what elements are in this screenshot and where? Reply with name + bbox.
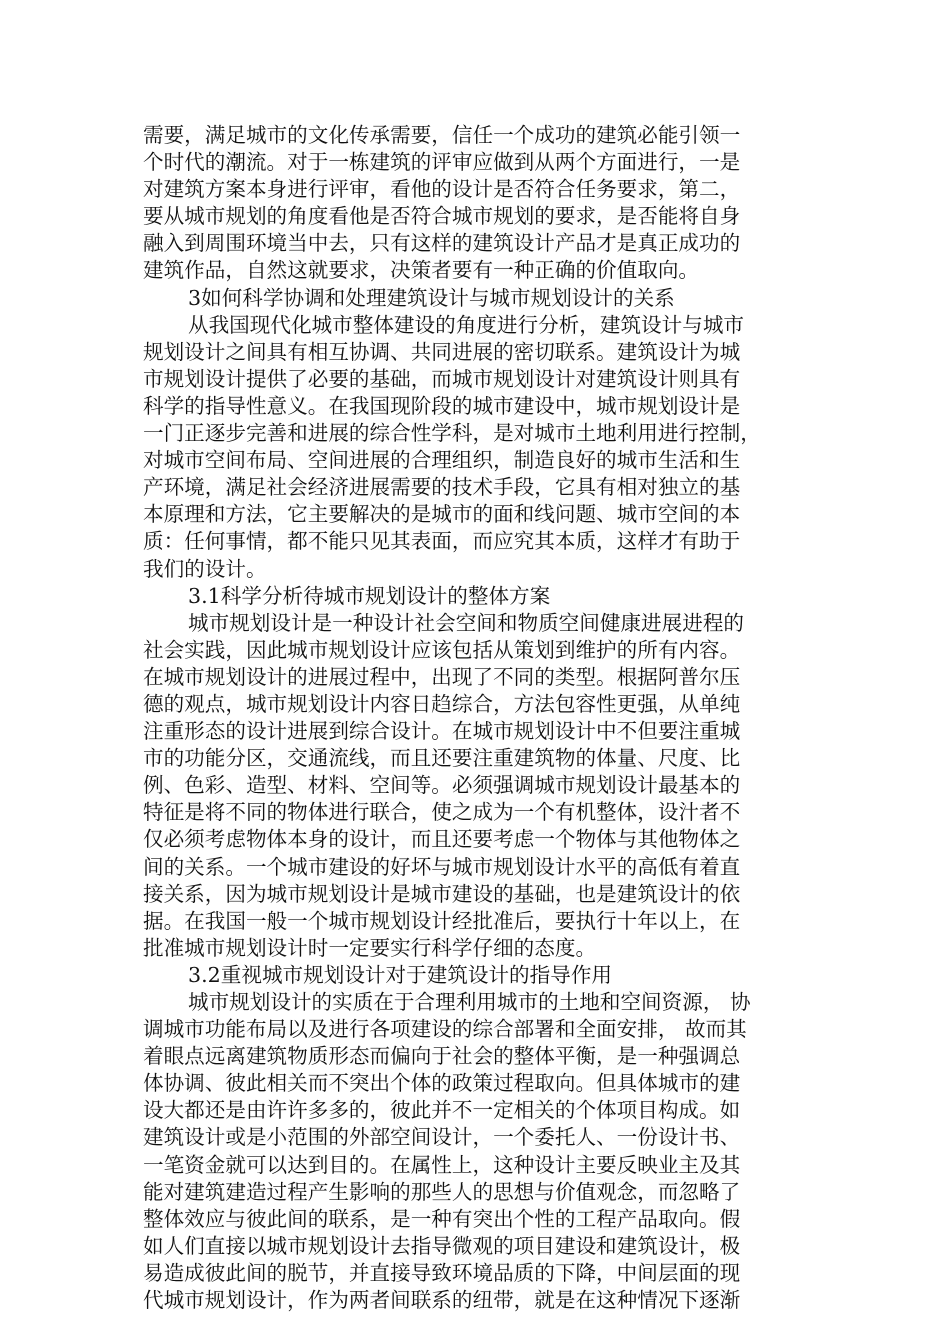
text-line: 建筑设计或是小范围的外部空间设计，一个委托人、一份设计书、 (143, 1125, 741, 1150)
text-line: 需要，满足城市的文化传承需要，信任一个成功的建筑必能引领一 (143, 123, 741, 147)
paragraph-first-line: 城市规划设计是一种设计社会空间和物质空间健康进展进程的 (188, 610, 745, 635)
text-line: 一门正逐步完善和进展的综合性学科，是对城市土地利用进行控制， (143, 421, 761, 446)
text-line: 要从城市规划的角度看他是否符合城市规划的要求，是否能将自身 (143, 204, 741, 229)
text-line: 融入到周围环境当中去，只有这样的建筑设计产品才是真正成功的 (143, 231, 741, 256)
text-line: 对城市空间布局、空间进展的合理组织，制造良好的城市生活和生 (143, 448, 741, 473)
text-line: 个时代的潮流。对于一栋建筑的评审应做到从两个方面进行，一是 (143, 150, 741, 175)
text-line: 特征是将不同的物体进行联合，使之成为一个有机整体，设汁者不 (143, 800, 741, 825)
text-line: 市规划设计提供了必要的基础，而城市规划设计对建筑设计则具有 (143, 366, 741, 391)
text-line: 整体效应与彼此间的联系，是一种有突出个性的工程产品取向。假 (143, 1206, 741, 1231)
text-line: 对建筑方案本身进行评审，看他的设计是否符合任务要求，第二， (143, 177, 741, 202)
text-line: 例、色彩、造型、材料、空间等。必须强调城市规划设计最基本的 (143, 773, 741, 798)
document-body-text (143, 122, 797, 1314)
text-line: 本原理和方法，它主要解决的是城市的面和线问题、城市空间的本 (143, 502, 741, 527)
text-line: 我们的设计。 (143, 556, 267, 581)
paragraph-first-line: 3.2重视城市规划设计对于建筑设计的指导作用 (188, 962, 613, 987)
text-line: 市的功能分区，交通流线，而且还要注重建筑物的体量、尺度、比 (143, 746, 741, 771)
text-line: 设大都还是由许许多多的，彼此并不一定相关的个体项目构成。如 (143, 1098, 741, 1123)
text-line: 体协调、彼此相关而不突出个体的政策过程取向。但具体城市的建 (143, 1071, 741, 1096)
text-line: 社会实践，因此城市规划设计应该包括从策划到维护的所有内容。 (143, 637, 741, 662)
text-line: 接关系，因为城市规划设计是城市建设的基础，也是建筑设计的依 (143, 881, 741, 906)
text-line: 规划设计之间具有相互协调、共同进展的密切联系。建筑设计为城 (143, 339, 741, 364)
text-line: 如人们直接以城市规划设计去指导微观的项目建设和建筑设计，极 (143, 1233, 741, 1258)
text-line: 质：任何事情，都不能只见其表面，而应究其本质，这样才有助于 (143, 529, 741, 554)
text-line: 仅必须考虑物体本身的设计，而且还要考虑一个物体与其他物体之 (143, 827, 741, 852)
text-line: 据。在我国一般一个城市规划设计经批准后，要执行十年以上，在 (143, 908, 741, 933)
paragraph-first-line: 3.1科学分析待城市规划设计的整体方案 (188, 583, 551, 608)
text-line: 调城市功能布局以及进行各项建设的综合部署和全面安排， 故而其 (143, 1017, 747, 1042)
text-line: 注重形态的设计进展到综合设计。在城市规划设计中不但要注重城 (143, 719, 741, 744)
text-line: 批准城市规划设计时一定要实行科学仔细的态度。 (143, 935, 597, 960)
text-line: 建筑作品，自然这就要求，决策者要有一种正确的价值取向。 (143, 258, 700, 283)
text-line: 科学的指导性意义。在我国现阶段的城市建设中，城市规划设计是 (143, 393, 741, 418)
paragraph-first-line: 3如何科学协调和处理建筑设计与城市规划设计的关系 (188, 285, 675, 310)
text-line: 着眼点远离建筑物质形态而偏向于社会的整体平衡，是一种强调总 (143, 1044, 741, 1069)
text-line: 德的观点，城市规划设计内容日趋综合，方法包容性更强，从单纯 (143, 691, 741, 716)
text-line: 能对建筑建造过程产生影响的那些人的思想与价值观念，而忽略了 (143, 1179, 741, 1204)
text-line: 一笔资金就可以达到目的。在属性上，这种设计主要反映业主及其 (143, 1152, 741, 1177)
text-line: 产环境，满足社会经济进展需要的技术手段，它具有相对独立的基 (143, 475, 741, 500)
paragraph-first-line: 城市规划设计的实质在于合理利用城市的土地和空间资源， 协 (188, 990, 751, 1014)
paragraph-first-line: 从我国现代化城市整体建设的角度进行分析，建筑设计与城市 (188, 312, 745, 337)
text-line: 易造成彼此间的脱节，并直接导致环境品质的下降，中间层面的现 (143, 1260, 741, 1285)
text-line: 间的关系。一个城市建设的好坏与城市规划设计水平的高低有着直 (143, 854, 741, 879)
text-line: 代城市规划设计，作为两者间联系的纽带，就是在这种情况下逐渐 (143, 1288, 741, 1313)
text-line: 在城市规划设计的进展过程中，出现了不同的类型。根据阿普尔压 (143, 664, 741, 689)
